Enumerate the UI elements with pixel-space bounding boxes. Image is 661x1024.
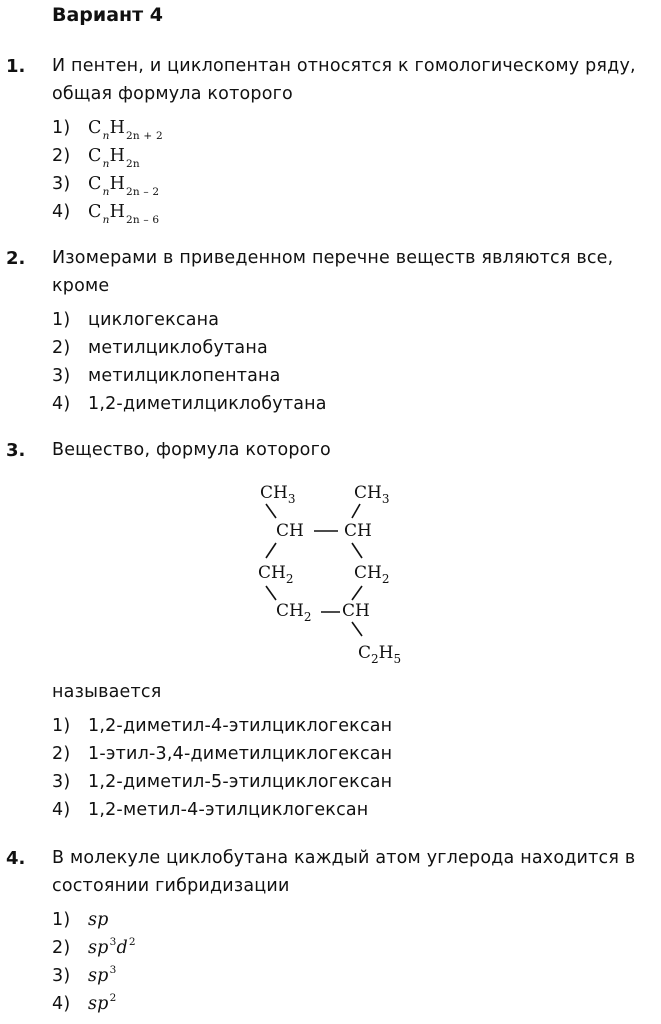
option-text: циклогексана [88, 310, 220, 330]
question-number: 4. [6, 848, 26, 869]
subscript-n: n [102, 130, 110, 142]
option-text: 1,2-диметил-4-этилциклогексан [88, 716, 393, 736]
option-number: 4) [52, 994, 71, 1014]
question-text: Вещество, формула которого [52, 440, 331, 460]
hydrogen-subscript: 2n – 2 [126, 186, 160, 198]
structural-formula [240, 474, 440, 674]
option-text: 1,2-метил-4-этилциклогексан [88, 800, 369, 820]
ring-ch-top-left: CH [276, 521, 304, 541]
superscript: 2 [109, 992, 117, 1004]
carbon-symbol: C [88, 202, 102, 222]
option-formula[interactable] [52, 114, 163, 142]
carbon-symbol: C [88, 118, 102, 138]
hybrid-sp: sp [88, 994, 109, 1014]
option-number: 3) [52, 966, 71, 986]
ethyl-group: $C_2H_5$ [358, 643, 402, 666]
option-text: 1,2-диметилциклобутана [88, 394, 327, 414]
option-formula[interactable] [52, 990, 117, 1018]
ring-ch2-left: $CH_2$ [258, 563, 294, 586]
superscript: 2 [128, 936, 136, 948]
bond-right-upper [352, 543, 362, 558]
option-number: 3) [52, 772, 71, 792]
option-number: 4) [52, 202, 71, 222]
hydrogen-symbol: H [109, 118, 126, 138]
bond-right-lower [352, 586, 362, 600]
option-item[interactable] [52, 390, 327, 418]
option-text: 1,2-диметил-5-этилциклогексан [88, 772, 393, 792]
option-item[interactable] [52, 768, 392, 796]
ring-ch2-bottom: $CH_2$ [276, 601, 312, 624]
option-text: метилциклобутана [88, 338, 268, 358]
superscript: 3 [109, 936, 117, 948]
carbon-symbol: C [88, 146, 102, 166]
question-text: И пентен, и циклопентан относятся к гомологическому ряду, общая формула которого [52, 56, 636, 104]
option-number: 4) [52, 800, 71, 820]
option-formula[interactable] [52, 170, 159, 198]
hydrogen-symbol: H [109, 174, 126, 194]
question-number: 1. [6, 56, 26, 77]
subscript-n: n [102, 214, 110, 226]
question-number: 3. [6, 440, 26, 461]
option-item[interactable] [52, 796, 368, 824]
option-item[interactable] [52, 740, 392, 768]
option-item[interactable] [52, 334, 268, 362]
bond-methyl-left [266, 504, 276, 518]
option-number: 2) [52, 338, 71, 358]
option-number: 2) [52, 744, 71, 764]
option-item[interactable] [52, 306, 219, 334]
option-text: метилциклопентана [88, 366, 281, 386]
hydrogen-symbol: H [109, 146, 126, 166]
option-number: 3) [52, 174, 71, 194]
ring-ch-top-right: CH [344, 521, 372, 541]
question-text-continued: называется [52, 682, 162, 702]
bond-left-lower [266, 586, 276, 600]
option-number: 1) [52, 716, 71, 736]
option-formula[interactable] [52, 142, 140, 170]
hybrid-sp: sp [88, 938, 109, 958]
option-formula[interactable] [52, 962, 117, 990]
hydrogen-subscript: 2n [126, 158, 140, 170]
methyl-right: $CH_3$ [354, 483, 390, 506]
option-number: 2) [52, 146, 71, 166]
superscript: 3 [109, 964, 117, 976]
question-text: В молекуле циклобутана каждый атом углерода находится в состоянии гибридизации [52, 848, 636, 896]
option-number: 1) [52, 310, 71, 330]
subscript-n: n [102, 158, 110, 170]
hybrid-sp: sp [88, 910, 109, 930]
option-item[interactable] [52, 362, 281, 390]
hybrid-sp: sp [88, 966, 109, 986]
variant-title: Вариант 4 [52, 4, 164, 26]
bond-methyl-right [352, 504, 360, 518]
hydrogen-subscript: 2n + 2 [126, 130, 163, 142]
ring-ch2-right: $CH_2$ [354, 563, 390, 586]
hybrid-d: d [116, 938, 128, 958]
option-text: 1-этил-3,4-диметилциклогексан [88, 744, 393, 764]
option-number: 1) [52, 118, 71, 138]
option-number: 3) [52, 366, 71, 386]
subscript-n: n [102, 186, 110, 198]
option-item[interactable] [52, 712, 392, 740]
question-number: 2. [6, 248, 26, 269]
bond-left-upper [266, 543, 276, 558]
option-number: 4) [52, 394, 71, 414]
option-number: 2) [52, 938, 71, 958]
carbon-symbol: C [88, 174, 102, 194]
option-formula[interactable] [52, 934, 136, 962]
option-formula[interactable] [52, 906, 111, 934]
question-text: Изомерами в приведенном перечне веществ являются все, кроме [52, 248, 614, 296]
option-formula[interactable] [52, 198, 159, 226]
bond-ethyl [352, 622, 362, 636]
methyl-left: $CH_3$ [260, 483, 296, 506]
hydrogen-symbol: H [109, 202, 126, 222]
ring-ch-bottom-right: CH [342, 601, 370, 621]
option-number: 1) [52, 910, 71, 930]
hydrogen-subscript: 2n – 6 [126, 214, 160, 226]
